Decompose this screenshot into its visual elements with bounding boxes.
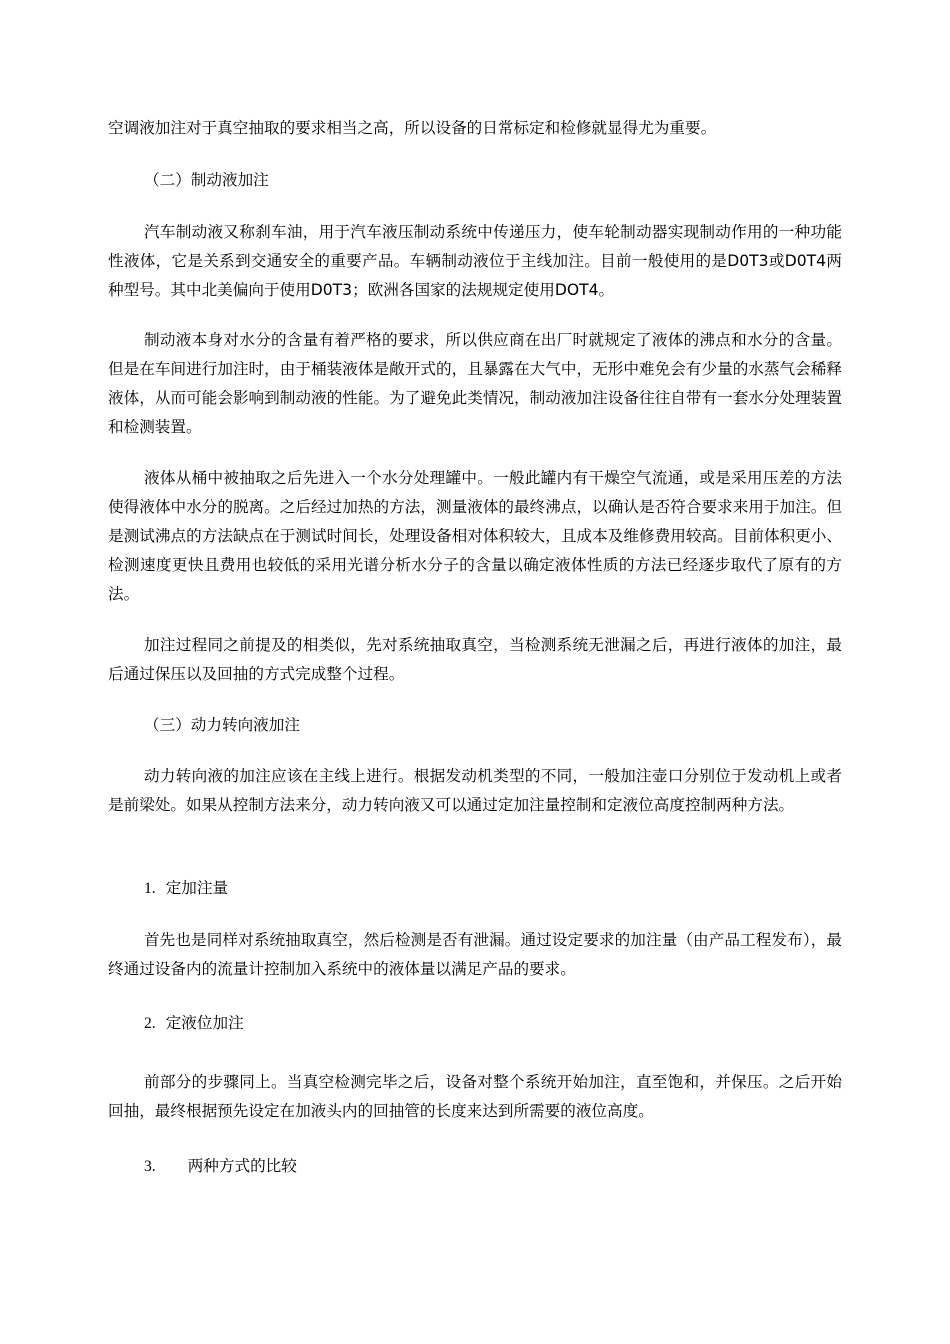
subheading-label: 定加注量	[165, 879, 229, 897]
paragraph-brake-fluid-process: 加注过程同之前提及的相类似，先对系统抽取真空，当检测系统无泄漏之后，再进行液体的加注，最后通过保压以及回抽的方式完成整个过程。	[108, 636, 842, 683]
paragraph-brake-fluid-moisture: 制动液本身对水分的含量有着严格的要求，所以供应商在出厂时就规定了液体的沸点和水分的含量。但是在车间进行加注时，由于桶装液体是敞开式的，且暴露在大气中，无形中难免会有少量的水蒸气会稀释液体，从而可能会影响到制动液的性能。为了避免此类情况，制动液加注设备往往自带有一套水分处理装置和检测装置。	[108, 331, 842, 436]
paragraph-fixed-volume: 首先也是同样对系统抽取真空，然后检测是否有泄漏。通过设定要求的加注量（由产品工程发布），最终通过设备内的流量计控制加入系统中的液体量以满足产品的要求。	[108, 931, 842, 978]
section-heading-power-steering: （三）动力转向液加注	[144, 716, 300, 734]
subheading-label: 定液位加注	[165, 1014, 244, 1032]
subheading-fixed-level	[144, 1009, 244, 1038]
subheading-number: 3.	[144, 1158, 156, 1175]
subheading-number: 2.	[144, 1015, 156, 1032]
paragraph-brake-fluid-processing: 液体从桶中被抽取之后先进入一个水分处理罐中。一般此罐内有干燥空气流通，或是采用压差的方法使得液体中水分的脱离。之后经过加热的方法，测量液体的最终沸点，以确认是否符合要求来用于加注。但是测试沸点的方法缺点在于测试时间长，处理设备相对体积较大，且成本及维修费用较高。目前体积更小、检测速度更快且费用也较低的采用光谱分析水分子的含量以确定液体性质的方法已经逐步取代了原有的方法。	[108, 469, 842, 603]
section-heading-brake-fluid: （二）制动液加注	[144, 171, 269, 189]
subheading-comparison	[144, 1152, 297, 1181]
paragraph-fixed-level: 前部分的步骤同上。当真空检测完毕之后，设备对整个系统开始加注，直至饱和，并保压。之后开始回抽，最终根据预先设定在加液头内的回抽管的长度来达到所需要的液位高度。	[108, 1073, 842, 1120]
subheading-label: 两种方式的比较	[187, 1157, 297, 1175]
paragraph-brake-fluid-intro: 汽车制动液又称刹车油，用于汽车液压制动系统中传递压力，使车轮制动器实现制动作用的一种功能性液体，它是关系到交通安全的重要产品。车辆制动液位于主线加注。目前一般使用的是D0T3或D0T4两种型号。其中北美偏向于使用D0T3；欧洲各国家的法规规定使用DOT4。	[108, 223, 842, 299]
paragraph-ac-fluid-conclusion: 空调液加注对于真空抽取的要求相当之高，所以设备的日常标定和检修就显得尤为重要。	[108, 119, 717, 137]
subheading-number: 1.	[144, 880, 156, 897]
subheading-fixed-volume	[144, 874, 228, 903]
paragraph-power-steering-intro: 动力转向液的加注应该在主线上进行。根据发动机类型的不同，一般加注壶口分别位于发动机上或者是前梁处。如果从控制方法来分，动力转向液又可以通过定加注量控制和定液位高度控制两种方法。	[108, 767, 842, 814]
